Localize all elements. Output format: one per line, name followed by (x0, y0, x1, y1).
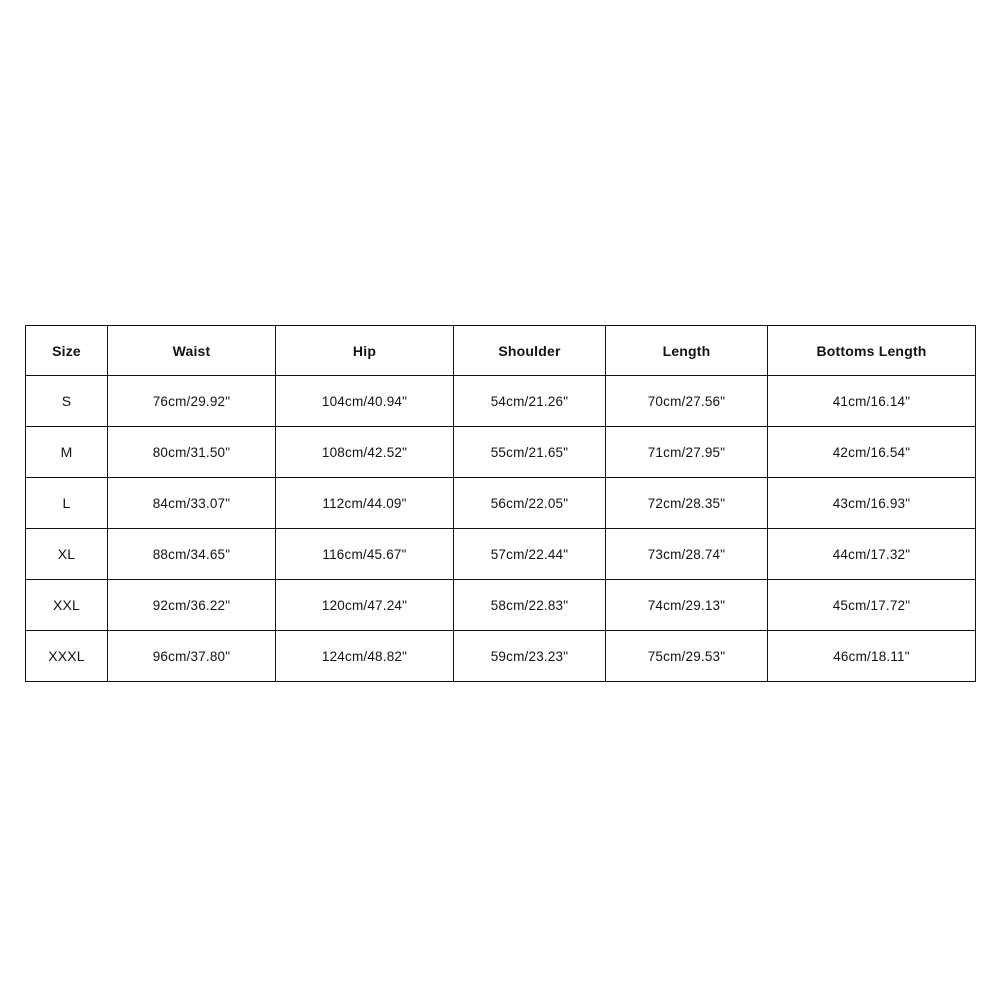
cell-shoulder: 57cm/22.44" (454, 529, 606, 580)
cell-length: 74cm/29.13" (606, 580, 768, 631)
cell-bottoms-length: 41cm/16.14" (768, 376, 976, 427)
cell-size: S (26, 376, 108, 427)
table-row (26, 376, 976, 427)
cell-waist: 96cm/37.80" (108, 631, 276, 682)
cell-waist: 80cm/31.50" (108, 427, 276, 478)
cell-shoulder: 58cm/22.83" (454, 580, 606, 631)
cell-length: 75cm/29.53" (606, 631, 768, 682)
table-row (26, 478, 976, 529)
cell-length: 70cm/27.56" (606, 376, 768, 427)
cell-size: XXXL (26, 631, 108, 682)
cell-length: 71cm/27.95" (606, 427, 768, 478)
cell-length: 73cm/28.74" (606, 529, 768, 580)
table-header-row (26, 326, 976, 376)
cell-waist: 92cm/36.22" (108, 580, 276, 631)
cell-shoulder: 54cm/21.26" (454, 376, 606, 427)
column-header-size: Size (26, 326, 108, 376)
cell-size: XXL (26, 580, 108, 631)
cell-hip: 120cm/47.24" (276, 580, 454, 631)
table-body (26, 376, 976, 682)
cell-waist: 88cm/34.65" (108, 529, 276, 580)
cell-waist: 84cm/33.07" (108, 478, 276, 529)
cell-hip: 112cm/44.09" (276, 478, 454, 529)
table-row (26, 427, 976, 478)
cell-hip: 116cm/45.67" (276, 529, 454, 580)
table-row (26, 580, 976, 631)
cell-shoulder: 59cm/23.23" (454, 631, 606, 682)
cell-hip: 124cm/48.82" (276, 631, 454, 682)
cell-length: 72cm/28.35" (606, 478, 768, 529)
size-chart-container (25, 325, 975, 682)
column-header-waist: Waist (108, 326, 276, 376)
cell-size: L (26, 478, 108, 529)
column-header-length: Length (606, 326, 768, 376)
cell-bottoms-length: 44cm/17.32" (768, 529, 976, 580)
cell-shoulder: 56cm/22.05" (454, 478, 606, 529)
column-header-bottoms-length: Bottoms Length (768, 326, 976, 376)
cell-bottoms-length: 45cm/17.72" (768, 580, 976, 631)
table-header (26, 326, 976, 376)
cell-waist: 76cm/29.92" (108, 376, 276, 427)
cell-bottoms-length: 46cm/18.11" (768, 631, 976, 682)
cell-bottoms-length: 42cm/16.54" (768, 427, 976, 478)
column-header-hip: Hip (276, 326, 454, 376)
cell-bottoms-length: 43cm/16.93" (768, 478, 976, 529)
table-row (26, 631, 976, 682)
column-header-shoulder: Shoulder (454, 326, 606, 376)
cell-hip: 104cm/40.94" (276, 376, 454, 427)
cell-hip: 108cm/42.52" (276, 427, 454, 478)
cell-shoulder: 55cm/21.65" (454, 427, 606, 478)
cell-size: XL (26, 529, 108, 580)
table-row (26, 529, 976, 580)
cell-size: M (26, 427, 108, 478)
size-chart-table (25, 325, 976, 682)
